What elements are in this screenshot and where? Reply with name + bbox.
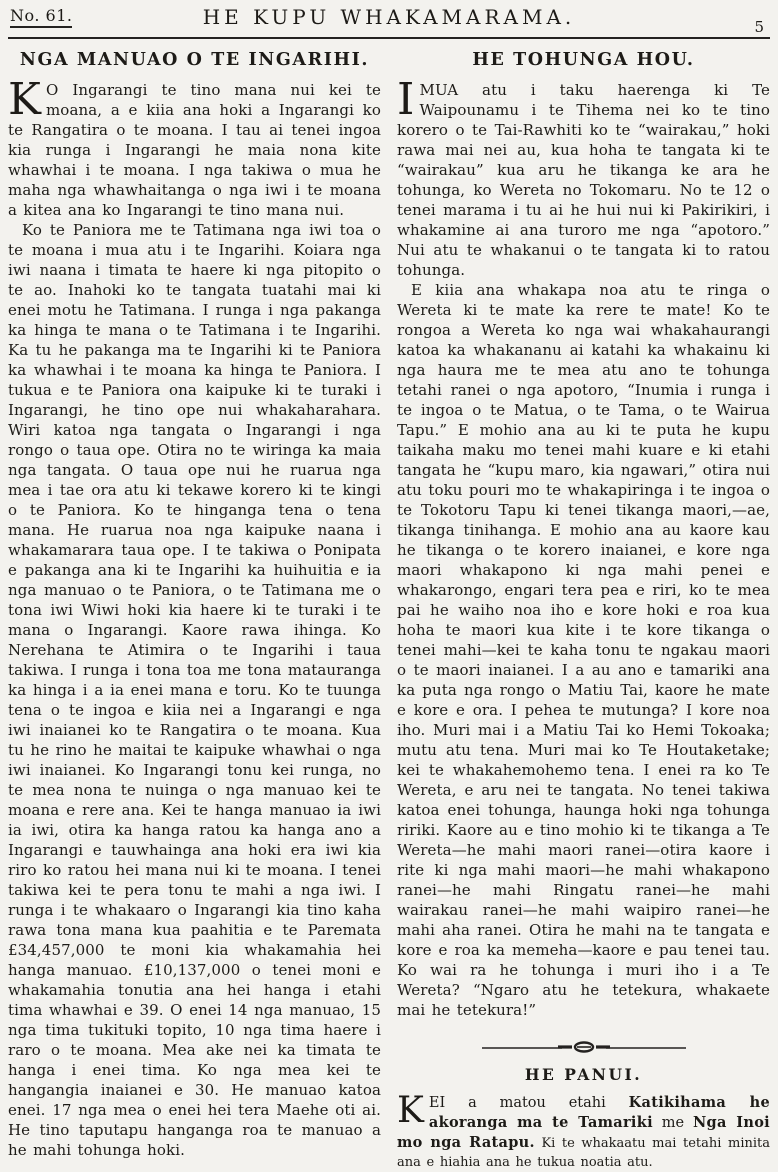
left-article-title: NGA MANUAO O TE INGARIHI. xyxy=(19,50,370,70)
drop-cap: I xyxy=(397,74,415,125)
right-article-title: HE TOHUNGA HOU. xyxy=(472,50,695,70)
panui-bold-prayers: Nga Inoi mo nga Ratapu. xyxy=(397,1114,770,1151)
panui-title: HE PANUI. xyxy=(524,1065,643,1084)
paragraph xyxy=(8,74,381,220)
page-number: 5 xyxy=(750,18,768,39)
column-layout xyxy=(8,41,770,1172)
drop-cap: K xyxy=(8,74,41,125)
panui-tail: Ki te whakaatu mai tetahi minita ana e hiahia ana he tukua noatia atu. xyxy=(397,1136,770,1170)
left-article-body xyxy=(8,74,381,1160)
divider-ornament-icon xyxy=(474,1040,694,1054)
right-column xyxy=(397,41,770,1172)
paragraph xyxy=(397,280,770,1020)
paragraph-text: E kiia ana whakapa noa atu te ringa o Wereta ki te mate ka rere te mate! Ko te rongoa a Wereta ko nga wai whakahaurangi katoa ka whakananu ai katahi ka whakainu ki nga haura me te mea atu ano te tohunga tetahi ranei o nga apotoro, “Inumia i runga i te ingoa o te Matua, o te Tama, o te Wairua Tapu.” E mohio ana au ki te puta he kupu taikaha maku mo tenei mahi kuare e ki etahi tangata he “kupu maro, kia ngawari,” otira nui atu toku pouri mo te whakapiringa i te ingoa o te Tokotoru Tapu ki tenei tikanga maori,—ae, tikanga tinihanga. E mohio ana au kaore kau he tikanga o te korero inaianei, e kore nga maori whakapono ki nga mahi penei e whakarongo, engari tera pea e riri, ko te mea pai he waiho noa iho e kore hoki e roa kua hoha te maori kua kite i te kore tikanga o tenei mahi—kei te kaha tonu te ngakau maori o te maori inaianei. I a au ano e tamariki ana ka puta nga rongo o Matiu Tai, kaore he mate e kore e ora. I pehea te mutunga? I kore noa iho. Muri mai i a Matiu Tai ko Hemi Tokoaka; mutu atu tena. Muri mai ko Te Houtaketake; kei te whakahemohemo tena. I enei ra ko Te Wereta, e aru nei te tangata. No tenei takiwa katoa enei tohunga, haunga hoki nga tohunga ririki. Kaore au e tino mohio ki te tikanga a Te Wereta—he mahi maori ranei—otira kaore i rite ki nga mahi maori—he mahi whakapono ranei—he mahi Ringatu ranei—he mahi wairakau ranei—he mahi waipiro ranei—he mahi aha ranei. Otira he mahi na te tangata e kore e roa ka memeha—kaore e pau tenei tau. Ko wai ra he tohunga i muri iho i a Te Wereta? “Ngaro atu he tetekura, whakaete mai he tetekura!” xyxy=(397,281,770,1019)
drop-cap: K xyxy=(397,1090,424,1131)
section-divider xyxy=(397,1036,770,1055)
paragraph-text: O Ingarangi te tino mana nui kei te moana, a e kiia ana hoki a Ingarangi ko te Rangatira o te moana. I tau ai tenei ingoa kia runga i Ingarangi he maia nona kite whawhai i te moana. I nga takiwa o mua he maha nga whawhaitanga o nga iwi i te moana a kitea ana ko Ingarangi te tino mana nui. xyxy=(8,81,381,219)
panui-bold-catechism: Katikihama he akoranga ma te Tamariki xyxy=(428,1094,770,1131)
issue-number: No. 61. xyxy=(10,6,72,28)
masthead-title: HE KUPU WHAKAMARAMA. xyxy=(202,5,576,29)
paragraph xyxy=(397,74,770,280)
panui-mid: me xyxy=(652,1115,693,1131)
left-column xyxy=(8,41,381,1172)
panui-body xyxy=(397,1090,770,1172)
paragraph xyxy=(8,220,381,1160)
masthead xyxy=(8,3,770,39)
paragraph-text: Ko te Paniora me te Tatimana nga iwi toa o te moana i mua atu i te Ingarihi. Koiara nga iwi naana i timata te haere ki nga pitopito o te ao. Inahoki ko te tangata tuatahi mai ki enei motu he Tatimana. I runga i nga pakanga ka hinga te mana o te Tatimana i te Ingarihi. Ka tu he pakanga ma te Ingarihi ki te Paniora ka whawhai i te moana ka hinga te Paniora. I tukua e te Paniora ona kaipuke ki te turaki i Ingarangi, he tino ope nui whakaharahara. Wiri katoa nga tangata o Ingarangi i nga rongo o taua ope. Otira no te wiringa ka maia nga tangata. O taua ope nui he ruarua nga mea i tae ora atu ki tekawe korero ki te kingi o te Paniora. Ko te hinganga tena o tena mana. He ruarua noa nga kaipuke naana i whakamarara taua ope. I te takiwa o Ponipata e pakanga ana ki te Ingarihi ka huihuitia e ia nga manuao o te Paniora, o te Tatimana me o tona iwi Wiwi hoki kia haere ki te turaki i te mana o Ingarangi. Kaore rawa ihinga. Ko Nerehana te Atimira o te Ingarihi i taua takiwa. I runga i tona toa me tona matauranga ka hinga i a ia enei mana e toru. Ko te tuunga tena o te ingoa e kiia nei a Ingarangi e nga iwi inaianei ko te Rangatira o te moana. Kua tu he rino he maitai te kaipuke whawhai o nga iwi inaianei. Ko Ingarangi tonu kei runga, no te mea nona te nuinga o nga manuao kei te moana e rere ana. Kei te hanga manuao ia iwi ia iwi, otira ka hanga ratou ka hanga ano a Ingarangi e tauwhainga ana hoki era iwi kia riro ko ratou hei mana nui ki te moana. I tenei takiwa kei te pera tonu te mahi a nga iwi. I runga i te whakaaro o Ingarangi kia tino kaha rawa tona mana kua paahitia e te Paremata £34,457,000 te moni kia whakamahia hei hanga manuao. £10,137,000 o tenei moni e whakamahia tonutia ana hei hanga i etahi tima whawhai e 39. O enei 14 nga manuao, 15 nga tima tukituki topito, 10 nga tima haere i raro o te moana. Mea ake nei ka timata te hanga i enei tima. Ko nga mea kei te hangangia inaianei e 30. He manuao katoa enei. 17 nga mea o enei hei tera Maehe oti ai. He tino taputapu hanganga roa te manuao a he mahi tohunga hoki. xyxy=(8,221,381,1159)
panui-lead: EI a matou etahi xyxy=(428,1095,629,1111)
paragraph xyxy=(397,1090,770,1172)
right-article-body xyxy=(397,74,770,1020)
paragraph-text: MUA atu i taku haerenga ki Te Waipounamu i te Tihema nei ko te tino korero o te Tai-Rawhiti ko te “wairakau,” hoki rawa mai nei au, kua hoha te tangata ki te “wairakau” kua aru he tikanga ke ara he tohunga, ko Wereta no Tokomaru. No te 12 o tenei marama i tu ai he hui nui ki Pakirikiri, i whakamine ai ana turoro me nga “apotoro.” Nui atu te whakanui o te tangata ki to ratou tohunga. xyxy=(397,81,770,279)
